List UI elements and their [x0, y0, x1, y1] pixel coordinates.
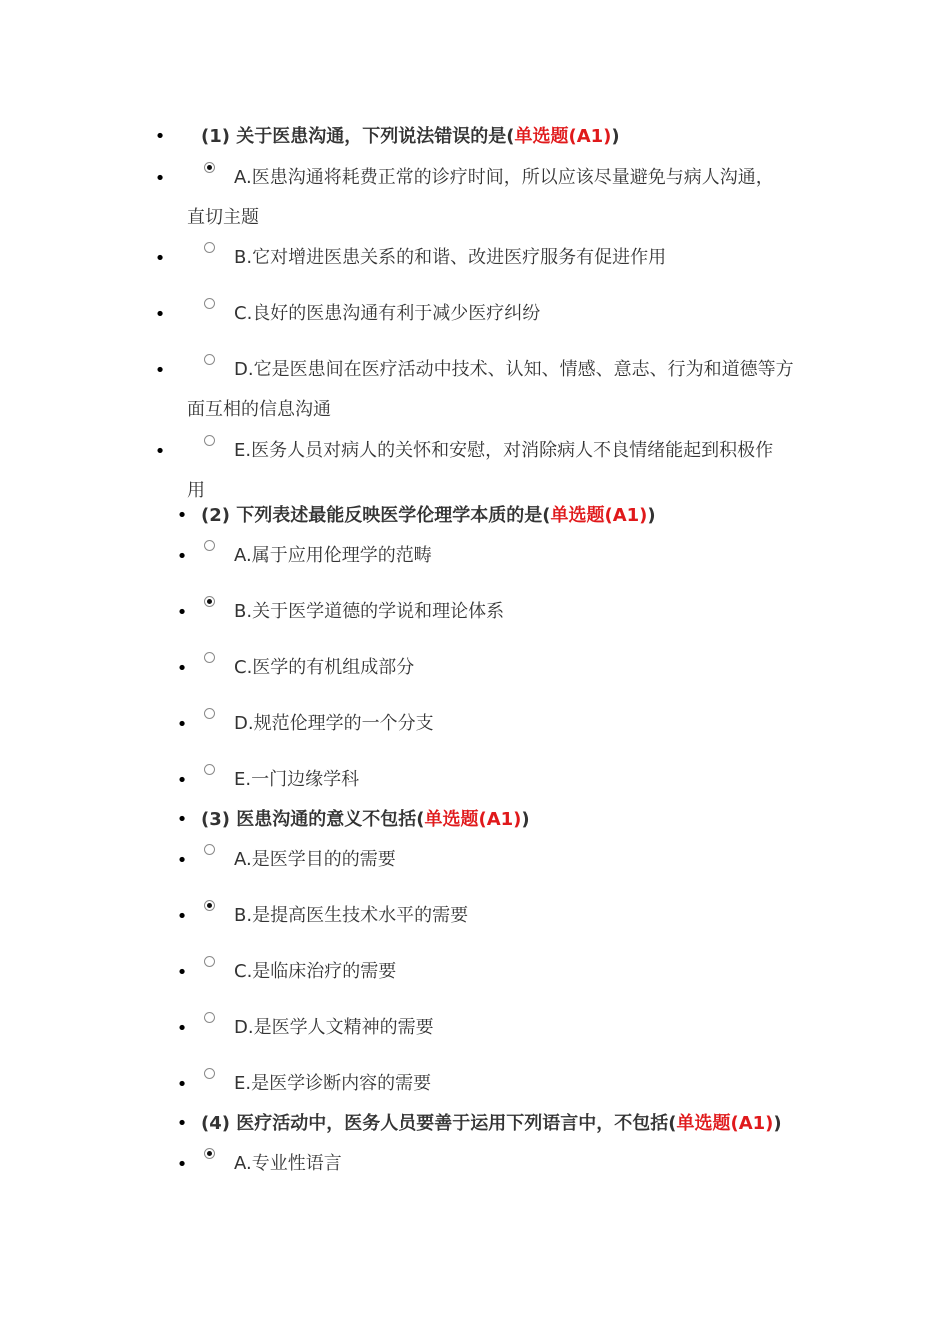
bullet: •	[176, 770, 188, 791]
radio-option-q1-d[interactable]	[204, 354, 215, 365]
bullet: •	[176, 658, 188, 679]
bullet: •	[176, 505, 188, 526]
radio-option-q3-c[interactable]	[204, 956, 215, 967]
option-label-continued: 用	[187, 480, 205, 501]
option-label: C.医学的有机组成部分	[234, 657, 415, 678]
question-title: (2) 下列表述最能反映医学伦理学本质的是(单选题(A1))	[201, 505, 656, 526]
option-label: C.良好的医患沟通有利于减少医疗纠纷	[234, 303, 541, 324]
radio-option-q2-a[interactable]	[204, 540, 215, 551]
radio-option-q1-b[interactable]	[204, 242, 215, 253]
bullet: •	[176, 546, 188, 567]
bullet: •	[176, 809, 188, 830]
bullet: •	[154, 168, 166, 189]
radio-option-q2-e[interactable]	[204, 764, 215, 775]
bullet: •	[176, 850, 188, 871]
option-label: A.是医学目的的需要	[234, 849, 396, 870]
radio-option-q3-d[interactable]	[204, 1012, 215, 1023]
question-type: 单选题(A1)	[676, 1113, 774, 1134]
question-type: 单选题(A1)	[424, 809, 522, 830]
option-label-continued: 直切主题	[187, 207, 259, 228]
bullet: •	[176, 602, 188, 623]
bullet: •	[176, 1113, 188, 1134]
option-label: D.是医学人文精神的需要	[234, 1017, 434, 1038]
bullet: •	[176, 714, 188, 735]
question-title: (3) 医患沟通的意义不包括(单选题(A1))	[201, 809, 530, 830]
option-label: D.它是医患间在医疗活动中技术、认知、情感、意志、行为和道德等方	[234, 359, 794, 380]
bullet: •	[154, 360, 166, 381]
bullet: •	[154, 441, 166, 462]
radio-option-q3-b[interactable]	[204, 900, 215, 911]
bullet: •	[176, 962, 188, 983]
radio-option-q4-a[interactable]	[204, 1148, 215, 1159]
question-title: (1) 关于医患沟通，下列说法错误的是(单选题(A1))	[201, 126, 620, 147]
option-label: C.是临床治疗的需要	[234, 961, 397, 982]
option-label: B.它对增进医患关系的和谐、改进医疗服务有促进作用	[234, 247, 667, 268]
option-label: A.专业性语言	[234, 1153, 342, 1174]
radio-option-q2-d[interactable]	[204, 708, 215, 719]
option-label: A.属于应用伦理学的范畴	[234, 545, 432, 566]
option-label: D.规范伦理学的一个分支	[234, 713, 434, 734]
bullet: •	[176, 1074, 188, 1095]
bullet: •	[176, 906, 188, 927]
bullet: •	[176, 1018, 188, 1039]
option-label: E.一门边缘学科	[234, 769, 360, 790]
option-label: B.关于医学道德的学说和理论体系	[234, 601, 505, 622]
option-label: E.是医学诊断内容的需要	[234, 1073, 432, 1094]
question-type: 单选题(A1)	[550, 505, 648, 526]
radio-option-q2-c[interactable]	[204, 652, 215, 663]
bullet: •	[154, 304, 166, 325]
option-label: A.医患沟通将耗费正常的诊疗时间，所以应该尽量避免与病人沟通，	[234, 167, 774, 188]
radio-option-q1-c[interactable]	[204, 298, 215, 309]
radio-option-q1-a[interactable]	[204, 162, 215, 173]
question-type: 单选题(A1)	[514, 126, 612, 147]
radio-option-q3-e[interactable]	[204, 1068, 215, 1079]
radio-option-q2-b[interactable]	[204, 596, 215, 607]
radio-option-q1-e[interactable]	[204, 435, 215, 446]
bullet: •	[154, 248, 166, 269]
option-label-continued: 面互相的信息沟通	[187, 399, 331, 420]
bullet: •	[154, 126, 166, 147]
bullet: •	[176, 1154, 188, 1175]
option-label: E.医务人员对病人的关怀和安慰，对消除病人不良情绪能起到积极作	[234, 440, 774, 461]
option-label: B.是提高医生技术水平的需要	[234, 905, 469, 926]
radio-option-q3-a[interactable]	[204, 844, 215, 855]
question-title: (4) 医疗活动中，医务人员要善于运用下列语言中，不包括(单选题(A1))	[201, 1113, 782, 1134]
